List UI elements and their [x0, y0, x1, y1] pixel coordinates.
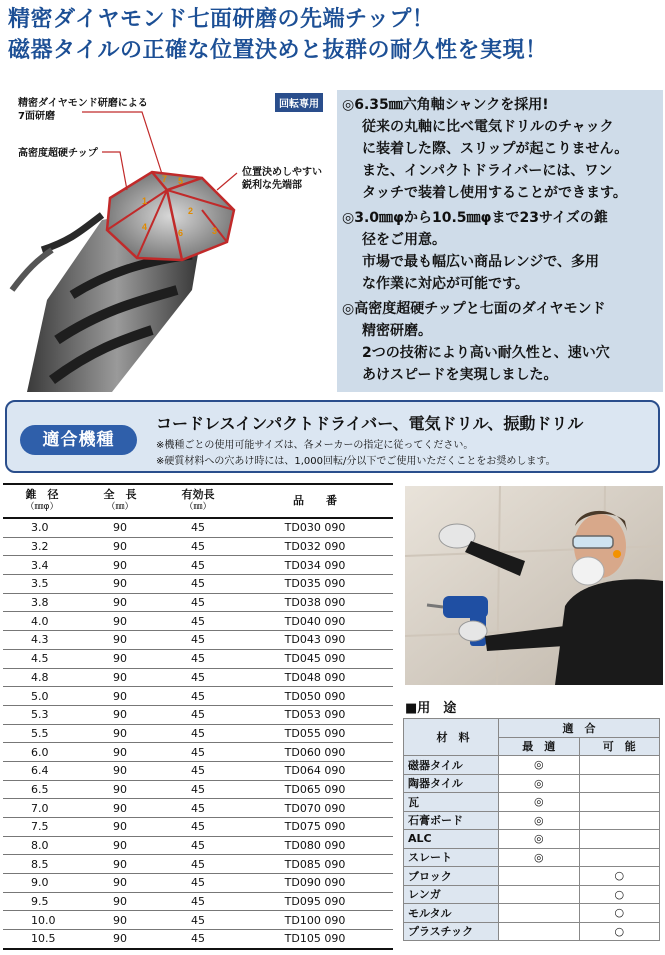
spec-cell-effective-length: 45 [159, 537, 237, 556]
table-row [3, 818, 393, 837]
usage-ok-mark [579, 830, 660, 849]
usage-row [404, 811, 660, 830]
usage-header-fit: 適 合 [499, 719, 660, 738]
spec-cell-diameter: 3.8 [3, 593, 81, 612]
feature-2-line-3: 市場で最も幅広い商品レンジで、多用 [362, 254, 600, 270]
spec-cell-effective-length: 45 [159, 668, 237, 687]
usage-best-mark: ◎ [499, 811, 580, 830]
spec-cell-diameter: 5.3 [3, 705, 81, 724]
feature-1-line-5: タッチで装着し使用することができます。 [362, 185, 627, 201]
callout-seven-face-line-2: 7面研磨 [18, 111, 55, 122]
table-row [3, 799, 393, 818]
table-row [3, 575, 393, 594]
spec-cell-effective-length: 45 [159, 799, 237, 818]
spec-header-diameter-unit: （㎜φ） [25, 502, 59, 512]
compatible-tools-label: 適合機種 [20, 425, 137, 455]
usage-ok-mark [579, 774, 660, 793]
usage-best-mark: ◎ [499, 793, 580, 812]
spec-cell-part-number: TD050 090 [237, 687, 393, 706]
face-number-2: 2 [188, 206, 194, 216]
usage-table [403, 718, 660, 941]
spec-cell-diameter: 7.0 [3, 799, 81, 818]
spec-cell-total-length: 90 [81, 687, 159, 706]
spec-cell-effective-length: 45 [159, 724, 237, 743]
spec-cell-part-number: TD048 090 [237, 668, 393, 687]
callout-seven-face-line-1: 精密ダイヤモンド研磨による [18, 98, 148, 109]
spec-cell-part-number: TD065 090 [237, 780, 393, 799]
usage-best-mark: ◎ [499, 848, 580, 867]
feature-1-line-4: また、インパクトドライバーには、ワン [362, 163, 613, 179]
usage-row [404, 848, 660, 867]
spec-cell-part-number: TD090 090 [237, 874, 393, 893]
spec-cell-effective-length: 45 [159, 930, 237, 949]
spec-cell-effective-length: 45 [159, 874, 237, 893]
spec-cell-effective-length: 45 [159, 687, 237, 706]
spec-cell-total-length: 90 [81, 649, 159, 668]
spec-header-diameter [3, 484, 81, 518]
usage-title: ■用 途 [405, 701, 457, 716]
spec-cell-effective-length: 45 [159, 892, 237, 911]
feature-3-line-1: ◎高密度超硬チップと七面のダイヤモンド [342, 301, 606, 317]
spec-header-part-number [237, 484, 393, 518]
usage-material: 瓦 [404, 793, 499, 812]
compatible-tools-text: コードレスインパクトドライバー、電気ドリル、振動ドリル [156, 414, 584, 433]
spec-cell-part-number: TD035 090 [237, 575, 393, 594]
usage-material: レンガ [404, 885, 499, 904]
spec-cell-diameter: 10.5 [3, 930, 81, 949]
spec-cell-effective-length: 45 [159, 518, 237, 537]
spec-cell-part-number: TD060 090 [237, 743, 393, 762]
spec-cell-effective-length: 45 [159, 780, 237, 799]
face-number-7: 7 [162, 174, 168, 184]
spec-cell-total-length: 90 [81, 818, 159, 837]
spec-cell-part-number: TD095 090 [237, 892, 393, 911]
usage-material: スレート [404, 848, 499, 867]
usage-header-best: 最 適 [499, 737, 580, 756]
spec-cell-part-number: TD034 090 [237, 556, 393, 575]
spec-cell-diameter: 3.4 [3, 556, 81, 575]
spec-cell-diameter: 8.5 [3, 855, 81, 874]
spec-table-body [3, 518, 393, 949]
spec-cell-effective-length: 45 [159, 855, 237, 874]
spec-cell-effective-length: 45 [159, 911, 237, 930]
table-row [3, 612, 393, 631]
callout-seven-face [18, 97, 148, 123]
spec-cell-diameter: 3.0 [3, 518, 81, 537]
usage-material: ブロック [404, 867, 499, 886]
spec-header-part-number-label: 品 番 [293, 494, 337, 507]
usage-row [404, 756, 660, 775]
spec-cell-effective-length: 45 [159, 743, 237, 762]
usage-row [404, 774, 660, 793]
spec-cell-diameter: 3.5 [3, 575, 81, 594]
spec-cell-part-number: TD045 090 [237, 649, 393, 668]
spec-cell-total-length: 90 [81, 874, 159, 893]
spec-cell-diameter: 7.5 [3, 818, 81, 837]
spec-header-total-length-label: 全 長 [103, 488, 137, 501]
spec-header-total-length [81, 484, 159, 518]
rotation-only-badge: 回転専用 [275, 93, 323, 112]
table-row [3, 649, 393, 668]
usage-material: 磁器タイル [404, 756, 499, 775]
face-number-4: 4 [142, 222, 148, 232]
table-row [3, 537, 393, 556]
usage-row [404, 904, 660, 923]
spec-cell-diameter: 6.5 [3, 780, 81, 799]
usage-ok-mark [579, 756, 660, 775]
table-row [3, 761, 393, 780]
spec-cell-total-length: 90 [81, 575, 159, 594]
usage-ok-mark: ○ [579, 867, 660, 886]
headline-line-1: 精密ダイヤモンド七面研磨の先端チップ！ [8, 7, 435, 32]
spec-cell-total-length: 90 [81, 799, 159, 818]
spec-cell-effective-length: 45 [159, 818, 237, 837]
spec-cell-total-length: 90 [81, 930, 159, 949]
spec-cell-part-number: TD075 090 [237, 818, 393, 837]
callout-sharp-tip-line-1: 位置決めしやすい [242, 167, 322, 178]
spec-cell-part-number: TD105 090 [237, 930, 393, 949]
usage-best-mark [499, 922, 580, 941]
table-row [3, 705, 393, 724]
feature-1-line-2: 従来の丸軸に比べ電気ドリルのチャック [362, 119, 614, 135]
table-row [3, 687, 393, 706]
usage-ok-mark: ○ [579, 885, 660, 904]
spec-cell-total-length: 90 [81, 724, 159, 743]
table-row [3, 631, 393, 650]
spec-cell-diameter: 4.8 [3, 668, 81, 687]
usage-row [404, 922, 660, 941]
table-row [3, 911, 393, 930]
spec-cell-effective-length: 45 [159, 556, 237, 575]
feature-3-line-3: 2つの技術により高い耐久性と、速い穴 [362, 345, 610, 361]
spec-cell-effective-length: 45 [159, 761, 237, 780]
callout-sharp-tip-line-2: 鋭利な先端部 [242, 180, 302, 191]
spec-cell-diameter: 8.0 [3, 836, 81, 855]
spec-header-diameter-label: 錐 径 [25, 488, 59, 501]
spec-header-total-length-unit: （㎜） [106, 502, 134, 512]
feature-3-line-4: あけスピードを実現しました。 [362, 367, 558, 383]
spec-cell-part-number: TD064 090 [237, 761, 393, 780]
spec-cell-part-number: TD080 090 [237, 836, 393, 855]
table-row [3, 874, 393, 893]
spec-cell-part-number: TD100 090 [237, 911, 393, 930]
table-row [3, 743, 393, 762]
spec-cell-effective-length: 45 [159, 705, 237, 724]
spec-cell-part-number: TD043 090 [237, 631, 393, 650]
usage-table-body [404, 756, 660, 941]
table-row [3, 892, 393, 911]
usage-material: ALC [404, 830, 499, 849]
spec-cell-diameter: 3.2 [3, 537, 81, 556]
drill-bit-illustration [2, 90, 334, 392]
spec-cell-part-number: TD038 090 [237, 593, 393, 612]
spec-table [3, 483, 393, 950]
spec-cell-part-number: TD070 090 [237, 799, 393, 818]
spec-cell-total-length: 90 [81, 761, 159, 780]
spec-cell-effective-length: 45 [159, 649, 237, 668]
table-row [3, 855, 393, 874]
usage-best-mark: ◎ [499, 756, 580, 775]
usage-ok-mark [579, 811, 660, 830]
spec-cell-total-length: 90 [81, 855, 159, 874]
spec-cell-total-length: 90 [81, 612, 159, 631]
spec-cell-total-length: 90 [81, 518, 159, 537]
spec-cell-effective-length: 45 [159, 631, 237, 650]
spec-header-effective-length-unit: （㎜） [184, 502, 212, 512]
table-row [3, 724, 393, 743]
feature-2-line-2: 径をご用意。 [362, 232, 446, 248]
spec-cell-total-length: 90 [81, 668, 159, 687]
spec-cell-total-length: 90 [81, 743, 159, 762]
spec-cell-part-number: TD040 090 [237, 612, 393, 631]
spec-cell-part-number: TD030 090 [237, 518, 393, 537]
table-row [3, 836, 393, 855]
usage-ok-mark: ○ [579, 904, 660, 923]
usage-photo [405, 486, 663, 685]
table-row [3, 593, 393, 612]
spec-cell-total-length: 90 [81, 556, 159, 575]
spec-cell-effective-length: 45 [159, 575, 237, 594]
usage-header-row-1 [404, 719, 660, 738]
usage-best-mark [499, 885, 580, 904]
face-number-1: 1 [142, 196, 148, 206]
usage-row [404, 885, 660, 904]
usage-ok-mark [579, 848, 660, 867]
spec-cell-diameter: 4.3 [3, 631, 81, 650]
usage-ok-mark: ○ [579, 922, 660, 941]
usage-row [404, 830, 660, 849]
face-number-5: 5 [178, 176, 184, 186]
spec-cell-diameter: 9.0 [3, 874, 81, 893]
spec-cell-diameter: 6.4 [3, 761, 81, 780]
spec-cell-effective-length: 45 [159, 593, 237, 612]
usage-row [404, 793, 660, 812]
table-row [3, 556, 393, 575]
spec-cell-diameter: 4.0 [3, 612, 81, 631]
spec-cell-diameter: 4.5 [3, 649, 81, 668]
worker-drilling-photo [405, 486, 663, 685]
usage-best-mark [499, 867, 580, 886]
compatible-note-1: ※機種ごとの使用可能サイズは、各メーカーの指定に従ってください。 [156, 440, 474, 451]
feature-1-line-3: に装着した際、スリップが起こりません。 [362, 141, 629, 157]
feature-3-line-2: 精密研磨。 [362, 323, 432, 339]
drill-bit-image [2, 90, 334, 392]
spec-cell-total-length: 90 [81, 593, 159, 612]
face-number-3: 3 [212, 226, 218, 236]
feature-2-line-1: ◎3.0㎜φから10.5㎜φまで23サイズの錐 [342, 210, 608, 226]
table-row [3, 668, 393, 687]
spec-cell-total-length: 90 [81, 892, 159, 911]
spec-header-effective-length-label: 有効長 [181, 488, 215, 501]
spec-cell-total-length: 90 [81, 537, 159, 556]
usage-material: プラスチック [404, 922, 499, 941]
table-row [3, 780, 393, 799]
table-row [3, 930, 393, 949]
spec-cell-total-length: 90 [81, 780, 159, 799]
spec-cell-effective-length: 45 [159, 612, 237, 631]
spec-cell-total-length: 90 [81, 705, 159, 724]
spec-header-effective-length [159, 484, 237, 518]
face-number-6: 6 [178, 228, 184, 238]
spec-cell-effective-length: 45 [159, 836, 237, 855]
usage-material: モルタル [404, 904, 499, 923]
callout-carbide-tip: 高密度超硬チップ [18, 148, 98, 159]
usage-material: 陶器タイル [404, 774, 499, 793]
spec-cell-diameter: 9.5 [3, 892, 81, 911]
headline [8, 4, 658, 66]
spec-cell-diameter: 5.5 [3, 724, 81, 743]
spec-cell-total-length: 90 [81, 631, 159, 650]
spec-cell-part-number: TD032 090 [237, 537, 393, 556]
usage-best-mark: ◎ [499, 830, 580, 849]
usage-material: 石膏ボード [404, 811, 499, 830]
compatible-note-2: ※硬質材料への穴あけ時には、1,000回転/分以下でご使用いただくことをお奨めします。 [156, 456, 556, 467]
headline-line-2: 磁器タイルの正確な位置決めと抜群の耐久性を実現！ [8, 38, 548, 63]
spec-cell-diameter: 6.0 [3, 743, 81, 762]
usage-best-mark: ◎ [499, 774, 580, 793]
usage-header-ok: 可 能 [579, 737, 660, 756]
spec-cell-part-number: TD085 090 [237, 855, 393, 874]
spec-cell-total-length: 90 [81, 911, 159, 930]
spec-cell-part-number: TD053 090 [237, 705, 393, 724]
usage-row [404, 867, 660, 886]
feature-2-line-4: な作業に対応が可能です。 [362, 276, 529, 292]
usage-header-material: 材 料 [404, 719, 499, 756]
spec-table-header-row [3, 484, 393, 518]
spec-cell-total-length: 90 [81, 836, 159, 855]
usage-ok-mark [579, 793, 660, 812]
spec-cell-part-number: TD055 090 [237, 724, 393, 743]
usage-best-mark [499, 904, 580, 923]
callout-sharp-tip [242, 166, 322, 192]
spec-cell-diameter: 5.0 [3, 687, 81, 706]
spec-cell-diameter: 10.0 [3, 911, 81, 930]
table-row [3, 518, 393, 537]
feature-1-line-1: ◎6.35㎜六角軸シャンクを採用! [342, 97, 549, 113]
